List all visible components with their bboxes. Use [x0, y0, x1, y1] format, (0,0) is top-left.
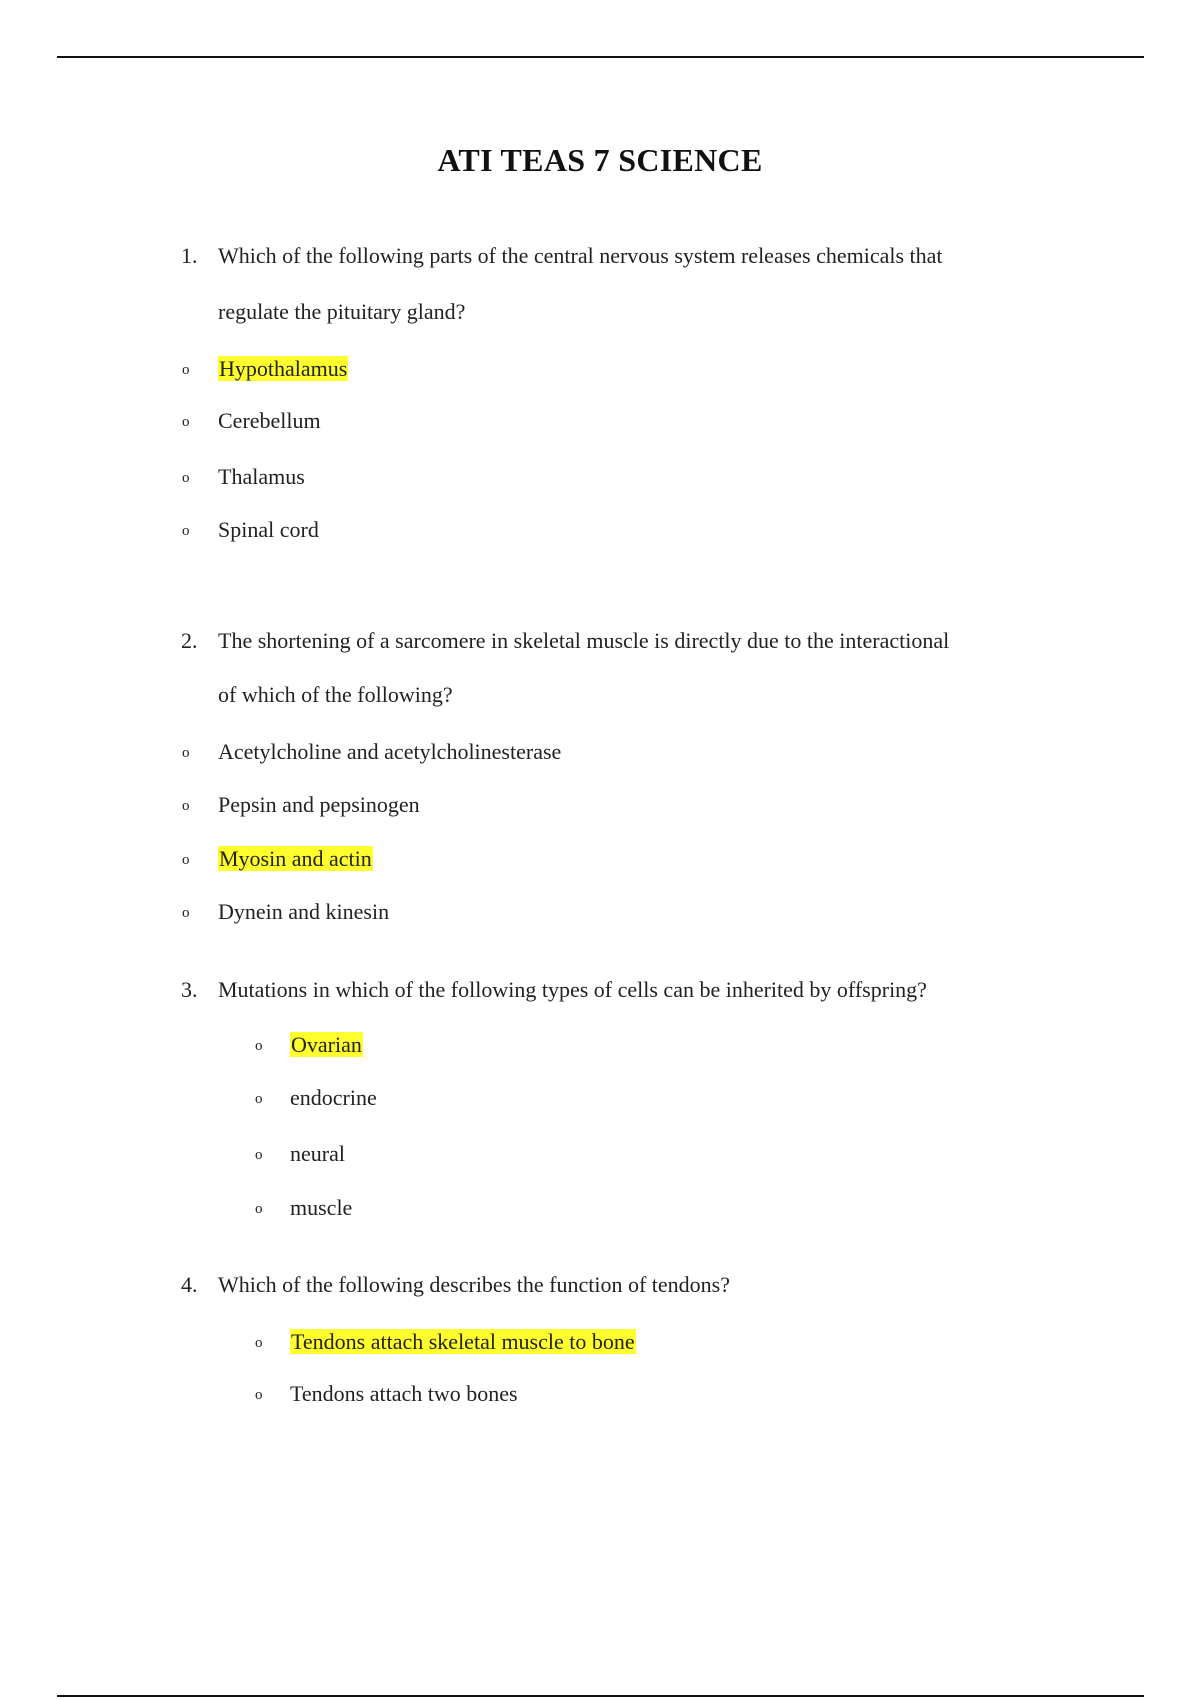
question-number: 2. — [181, 628, 198, 653]
option-bullet-icon: o — [255, 1335, 263, 1351]
question-number: 3. — [181, 977, 198, 1002]
option-bullet-icon: o — [182, 798, 190, 814]
question-text-line: regulate the pituitary gland? — [218, 299, 466, 324]
option: Spinal cord — [218, 517, 319, 542]
option: Dynein and kinesin — [218, 899, 390, 924]
option: endocrine — [290, 1085, 377, 1110]
question-text-line: Which of the following parts of the central nervous system releases chemicals that — [218, 243, 943, 268]
question-text-line: Which of the following describes the function of tendons? — [218, 1272, 730, 1297]
bottom-rule — [57, 1695, 1144, 1697]
option-bullet-icon: o — [255, 1038, 263, 1054]
option-answer — [218, 355, 348, 383]
option-answer — [218, 845, 373, 873]
option-bullet-icon: o — [182, 852, 190, 868]
option-bullet-icon: o — [255, 1201, 263, 1217]
question-number: 4. — [181, 1272, 198, 1297]
question-number: 1. — [181, 243, 198, 268]
document-title: ATI TEAS 7 SCIENCE — [437, 142, 763, 178]
option-bullet-icon: o — [255, 1147, 263, 1163]
answer-highlight: Hypothalamus — [219, 356, 348, 381]
option: Tendons attach two bones — [290, 1381, 518, 1406]
question-text-line: The shortening of a sarcomere in skeletal muscle is directly due to the interactional — [218, 628, 950, 653]
option: Pepsin and pepsinogen — [218, 792, 420, 817]
option-bullet-icon: o — [182, 905, 190, 921]
option-answer — [290, 1328, 636, 1356]
option-bullet-icon: o — [182, 523, 190, 539]
option: Thalamus — [218, 464, 305, 489]
top-rule — [57, 56, 1144, 58]
option: neural — [290, 1141, 345, 1166]
option-bullet-icon: o — [255, 1387, 263, 1403]
answer-highlight: Myosin and actin — [219, 846, 372, 871]
option-bullet-icon: o — [182, 745, 190, 761]
option-bullet-icon: o — [182, 414, 190, 430]
option-bullet-icon: o — [182, 362, 190, 378]
option: Cerebellum — [218, 408, 321, 433]
option-answer — [290, 1031, 363, 1059]
option: muscle — [290, 1195, 353, 1220]
answer-highlight: Tendons attach skeletal muscle to bone — [291, 1329, 635, 1354]
option-bullet-icon: o — [255, 1091, 263, 1107]
question-text-line: of which of the following? — [218, 682, 453, 707]
question-text-line: Mutations in which of the following types of cells can be inherited by offspring? — [218, 977, 927, 1002]
option-bullet-icon: o — [182, 470, 190, 486]
answer-highlight: Ovarian — [291, 1032, 362, 1057]
option: Acetylcholine and acetylcholinesterase — [218, 739, 562, 764]
